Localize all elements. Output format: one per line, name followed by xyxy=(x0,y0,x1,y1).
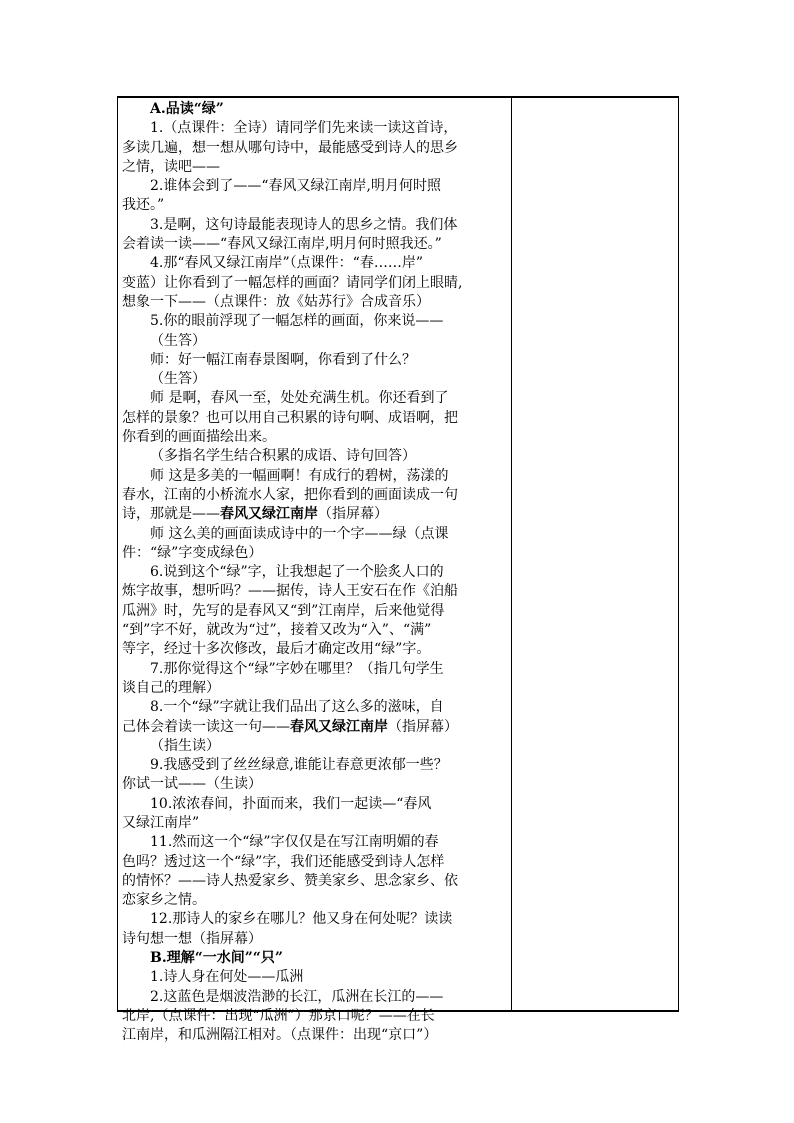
line-text: 瓜洲》时，先写的是春风又“到”江南岸，后来他觉得 xyxy=(122,602,445,619)
text-line xyxy=(122,158,508,177)
line-text: 又绿江南岸” xyxy=(122,814,200,831)
line-text: 谈自己的理解） xyxy=(122,679,220,696)
line-text: 之情，读吧—— xyxy=(122,158,220,175)
line-text: 多读几遍，想一想从哪句诗中，最能感受到诗人的思乡 xyxy=(122,139,458,156)
line-text: 1.诗人身在何处——瓜洲 xyxy=(150,969,304,986)
line-text: 春水，江南的小桥流水人家，把你看到的画面读成一句 xyxy=(122,486,458,503)
text-line xyxy=(122,351,508,370)
line-text: 6.说到这个“绿”字，让我想起了一个脍炙人口的 xyxy=(150,564,444,581)
text-line xyxy=(122,525,508,544)
line-text: （多指名学生结合积累的成语、诗句回答） xyxy=(150,448,416,465)
text-line xyxy=(122,312,508,331)
text-line xyxy=(122,795,508,814)
line-text: 的情怀？——诗人热爱家乡、赞美家乡、思念家乡、依 xyxy=(122,872,458,889)
text-line xyxy=(122,447,508,466)
line-text: 8.一个“绿”字就让我们品出了这么多的滋味，自 xyxy=(150,699,444,716)
text-line xyxy=(122,486,508,505)
column-divider xyxy=(511,98,512,1010)
section-heading xyxy=(122,100,508,119)
line-text: 师 是啊，春风一至，处处充满生机。你还看到了 xyxy=(150,390,449,407)
text-line xyxy=(122,177,508,196)
text-line xyxy=(122,467,508,486)
text-line xyxy=(122,891,508,910)
line-text: 7.那你觉得这个“绿”字妙在哪里？（指几句学生 xyxy=(150,660,444,677)
emphasized-verse: 春风又绿江南岸 xyxy=(220,506,318,523)
line-text: 等字，经过十多次修改，最后才确定改用“绿”字。 xyxy=(122,641,431,658)
text-line xyxy=(122,274,508,293)
text-line xyxy=(122,332,508,351)
line-text: 师：好一幅江南春景图啊，你看到了什么？ xyxy=(150,351,416,368)
text-line xyxy=(122,235,508,254)
text-line xyxy=(122,254,508,273)
line-text: 5.你的眼前浮现了一幅怎样的画面，你来说—— xyxy=(150,313,444,330)
line-text: 10.浓浓春间，扑面而来，我们一起读—“春风 xyxy=(150,795,432,812)
text-line xyxy=(122,1026,508,1045)
text-line xyxy=(122,833,508,852)
line-text: 你试一试——（生读） xyxy=(122,776,262,793)
text-line xyxy=(122,370,508,389)
line-text: 你看到的画面描绘出来。 xyxy=(122,429,276,446)
line-text: 4.那“春风又绿江南岸”（点课件：“春……岸” xyxy=(150,255,423,272)
text-line xyxy=(122,293,508,312)
line-text: 北岸,（点课件：出现“瓜洲”）那京口呢？——在长 xyxy=(122,1007,435,1024)
text-line xyxy=(122,775,508,794)
line-text: A.品读“绿” xyxy=(150,101,224,117)
text-line xyxy=(122,660,508,679)
text-line xyxy=(122,910,508,929)
text-line xyxy=(122,679,508,698)
text-line xyxy=(122,602,508,621)
line-text: 师 这么美的画面读成诗中的一个字——绿（点课 xyxy=(150,525,449,542)
line-text: 11.然而这一个“绿”字仅仅是在写江南明媚的春 xyxy=(150,834,439,851)
text-line xyxy=(122,563,508,582)
emphasized-verse: 春风又绿江南岸 xyxy=(290,718,388,735)
line-text: （生答） xyxy=(150,332,206,349)
text-line xyxy=(122,698,508,717)
text-line xyxy=(122,814,508,833)
line-text: 想象一下——（点课件：放《姑苏行》合成音乐） xyxy=(122,293,430,310)
line-text: 江南岸，和瓜洲隔江相对。（点课件：出现“京口”） xyxy=(122,1027,438,1044)
text-line xyxy=(122,409,508,428)
text-line xyxy=(122,872,508,891)
line-text: 3.是啊，这句诗最能表现诗人的思乡之情。我们体 xyxy=(150,216,458,233)
line-text: 诗，那就是—— xyxy=(122,506,220,523)
text-line xyxy=(122,216,508,235)
line-text: 1.（点课件：全诗）请同学们先来读一读这首诗， xyxy=(150,120,458,137)
lesson-plan-table xyxy=(117,96,679,1044)
line-text: 件：“绿”字变成绿色） xyxy=(122,544,263,561)
line-text: （指生读） xyxy=(150,737,220,754)
text-line xyxy=(122,582,508,601)
lesson-content xyxy=(122,100,508,1046)
text-line xyxy=(122,737,508,756)
line-text: 2.谁体会到了——“春风又绿江南岸,明月何时照 xyxy=(150,178,441,195)
line-text: 色吗？透过这一个“绿”字，我们还能感受到诗人怎样 xyxy=(122,853,445,870)
line-text: 己体会着读一读这一句—— xyxy=(122,718,290,735)
text-line xyxy=(122,718,508,737)
text-line xyxy=(122,930,508,949)
text-line xyxy=(122,756,508,775)
line-text-suffix: （指屏幕） xyxy=(318,506,388,523)
text-line xyxy=(122,389,508,408)
text-line xyxy=(122,853,508,872)
line-text: 炼字故事，想听吗？——据传，诗人王安石在作《泊船 xyxy=(122,583,458,600)
text-line xyxy=(122,1007,508,1026)
text-line xyxy=(122,428,508,447)
line-text: 会着读一读——“春风又绿江南岸,明月何时照我还。” xyxy=(122,236,442,253)
line-text: 变蓝）让你看到了一幅怎样的画面？请同学们闭上眼睛, xyxy=(122,274,463,291)
text-line xyxy=(122,640,508,659)
text-line xyxy=(122,139,508,158)
line-text: B.理解“一水间”“只” xyxy=(150,950,283,967)
line-text: 我还。” xyxy=(122,197,165,214)
line-text: 2.这蓝色是烟波浩渺的长江，瓜洲在长江的—— xyxy=(150,988,444,1005)
line-text: （生答） xyxy=(150,371,206,388)
text-line xyxy=(122,544,508,563)
text-line xyxy=(122,119,508,138)
line-text: 恋家乡之情。 xyxy=(122,892,206,909)
line-text: 12.那诗人的家乡在哪儿？他又身在何处呢？读读 xyxy=(150,911,453,928)
text-line xyxy=(122,968,508,987)
text-line xyxy=(122,988,508,1007)
text-line xyxy=(122,196,508,215)
line-text: 怎样的景象？也可以用自己积累的诗句啊、成语啊，把 xyxy=(122,409,458,426)
line-text: “到”字不好，就改为“过”，接着又改为“入”、“满” xyxy=(122,622,432,639)
line-text: 诗句想一想（指屏幕） xyxy=(122,930,262,947)
text-line xyxy=(122,621,508,640)
section-heading xyxy=(122,949,508,968)
line-text: 9.我感受到了丝丝绿意,谁能让春意更浓郁一些？ xyxy=(150,757,448,774)
line-text-suffix: （指屏幕） xyxy=(388,718,458,735)
line-text: 师 这是多美的一幅画啊！有成行的碧树，荡漾的 xyxy=(150,467,449,484)
text-line xyxy=(122,505,508,524)
